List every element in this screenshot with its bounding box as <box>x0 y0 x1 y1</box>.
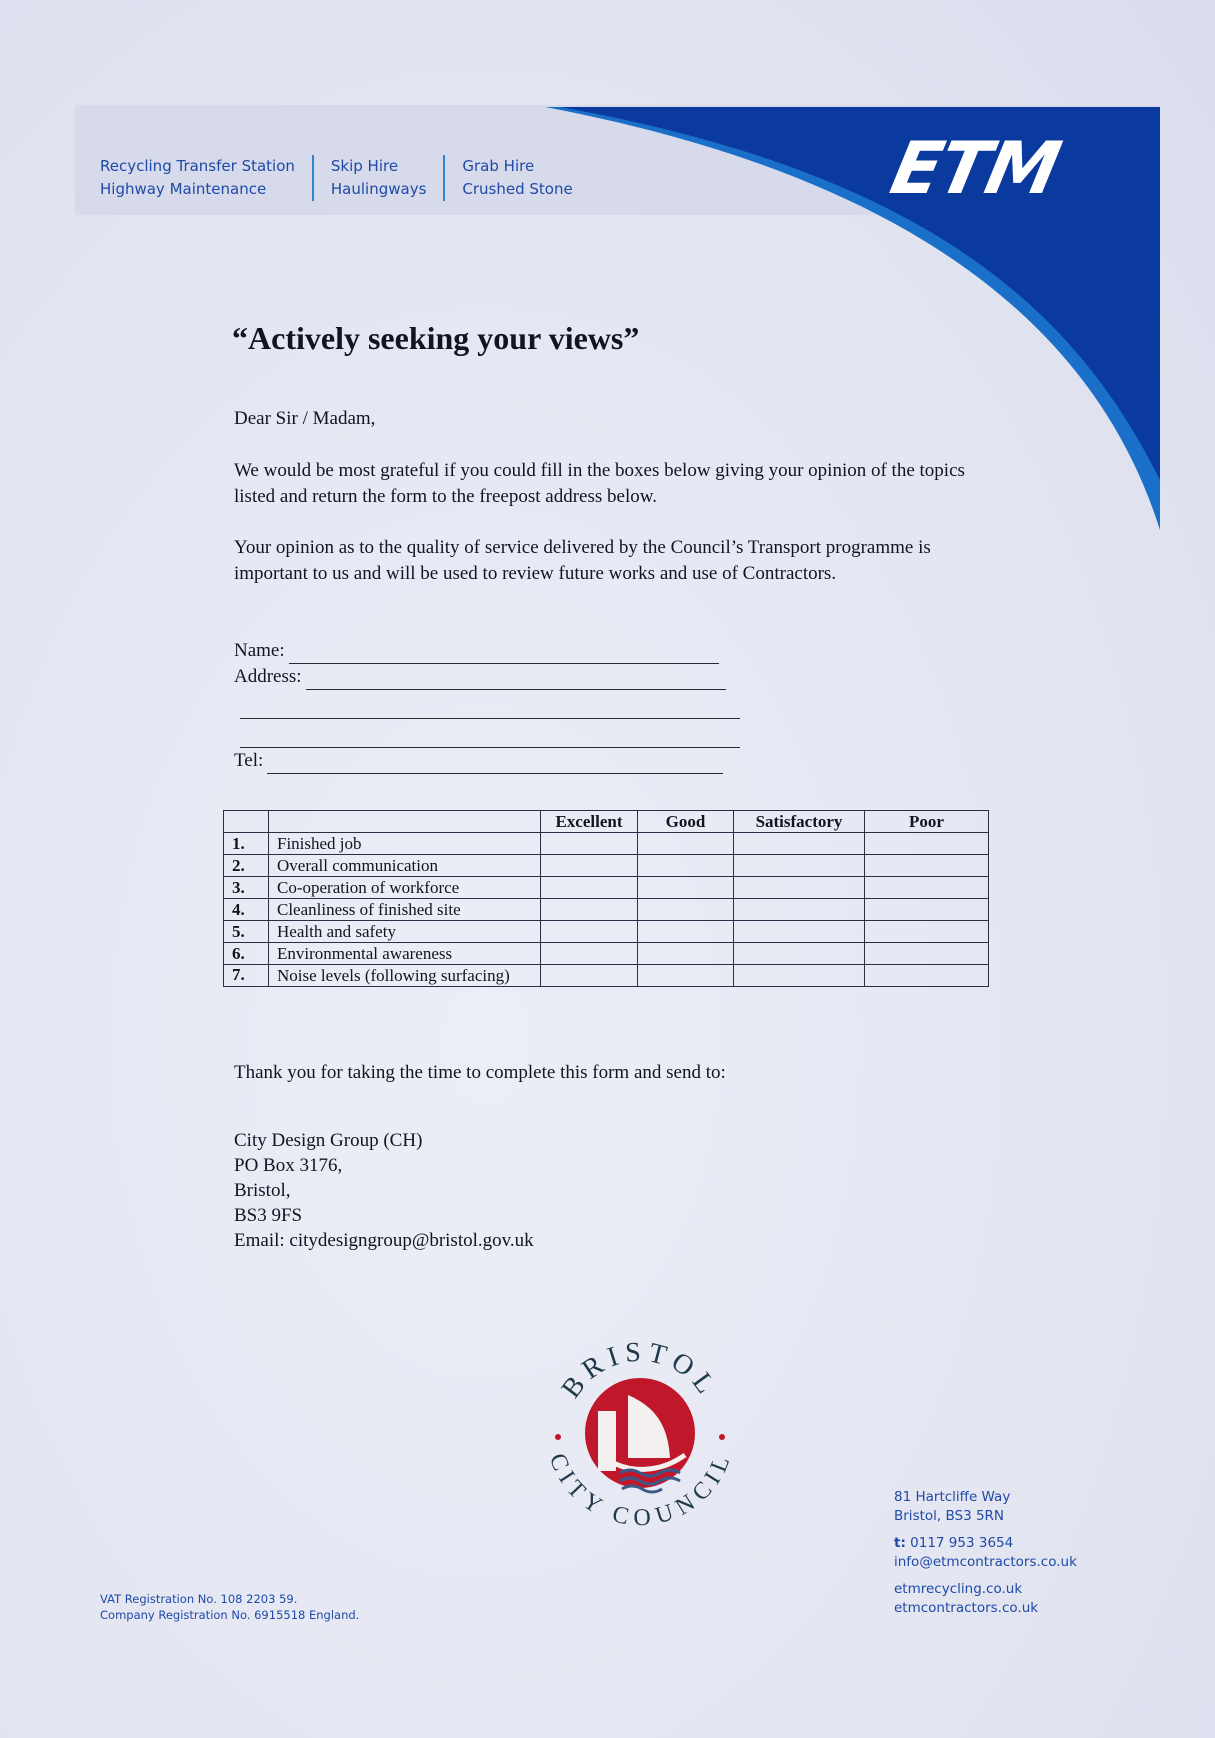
salutation: Dear Sir / Madam, <box>234 408 376 429</box>
service-item: Crushed Stone <box>462 180 573 198</box>
website-link[interactable]: etmcontractors.co.uk <box>894 1600 1039 1616</box>
service-item: Recycling Transfer Station <box>100 157 295 175</box>
services-column-2 <box>312 155 444 201</box>
table-row <box>224 965 989 987</box>
phone-number: 0117 953 3654 <box>910 1535 1014 1551</box>
vat-number: VAT Registration No. 108 2203 59. <box>100 1592 298 1606</box>
logo-dot <box>719 1434 725 1440</box>
row-number: 7. <box>224 965 269 987</box>
rating-table <box>223 810 989 987</box>
rating-cell-poor[interactable] <box>865 899 989 921</box>
column-header-satisfactory: Satisfactory <box>734 811 865 833</box>
table-row <box>224 921 989 943</box>
row-topic: Co-operation of workforce <box>269 877 541 899</box>
phone-prefix: t: <box>894 1535 906 1551</box>
rating-cell-satisfactory[interactable] <box>734 877 865 899</box>
contact-address-line: Bristol, BS3 5RN <box>894 1508 1005 1524</box>
rating-cell-poor[interactable] <box>865 877 989 899</box>
row-number: 1. <box>224 833 269 855</box>
address-line: PO Box 3176, <box>234 1155 343 1176</box>
row-number: 2. <box>224 855 269 877</box>
rating-cell-excellent[interactable] <box>541 943 638 965</box>
rating-cell-poor[interactable] <box>865 855 989 877</box>
rating-cell-poor[interactable] <box>865 921 989 943</box>
rating-cell-satisfactory[interactable] <box>734 899 865 921</box>
row-topic: Environmental awareness <box>269 943 541 965</box>
logo-text-bristol: BRISTOL <box>555 1336 725 1405</box>
contact-email[interactable]: info@etmcontractors.co.uk <box>894 1554 1077 1570</box>
table-row <box>224 833 989 855</box>
rating-cell-good[interactable] <box>638 965 734 987</box>
table-row <box>224 899 989 921</box>
name-label: Name: <box>234 640 285 661</box>
column-header-poor: Poor <box>865 811 989 833</box>
registration-info <box>100 1591 359 1623</box>
name-field[interactable] <box>289 643 719 664</box>
address-label: Address: <box>234 666 302 687</box>
table-row <box>224 855 989 877</box>
bristol-city-council-logo <box>540 1333 740 1528</box>
rating-cell-satisfactory[interactable] <box>734 921 865 943</box>
intro-paragraph: We would be most grateful if you could fill in the boxes below giving your opinion of the topics listed and return the form to the freepost address below. <box>234 460 965 507</box>
tel-row <box>234 748 740 774</box>
address-line: Bristol, <box>234 1180 291 1201</box>
name-row <box>234 638 740 664</box>
rating-cell-satisfactory[interactable] <box>734 965 865 987</box>
rating-cell-poor[interactable] <box>865 833 989 855</box>
services-list <box>100 155 590 201</box>
row-topic: Health and safety <box>269 921 541 943</box>
rating-cell-satisfactory[interactable] <box>734 833 865 855</box>
rating-cell-good[interactable] <box>638 877 734 899</box>
rating-cell-good[interactable] <box>638 943 734 965</box>
rating-cell-excellent[interactable] <box>541 855 638 877</box>
logo-dot <box>555 1434 561 1440</box>
rating-cell-good[interactable] <box>638 921 734 943</box>
rating-cell-excellent[interactable] <box>541 833 638 855</box>
rating-cell-good[interactable] <box>638 899 734 921</box>
row-number: 6. <box>224 943 269 965</box>
column-header-number <box>224 811 269 833</box>
row-topic: Noise levels (following surfacing) <box>269 965 541 987</box>
rating-cell-poor[interactable] <box>865 943 989 965</box>
row-number: 3. <box>224 877 269 899</box>
column-header-excellent: Excellent <box>541 811 638 833</box>
address-row-3 <box>234 719 740 748</box>
row-topic: Cleanliness of finished site <box>269 899 541 921</box>
row-number: 4. <box>224 899 269 921</box>
address-line: BS3 9FS <box>234 1205 303 1226</box>
rating-cell-poor[interactable] <box>865 965 989 987</box>
row-topic: Overall communication <box>269 855 541 877</box>
table-row <box>224 877 989 899</box>
service-item: Highway Maintenance <box>100 180 267 198</box>
table-row <box>224 943 989 965</box>
etm-logo: ETM <box>884 126 1066 210</box>
rating-cell-excellent[interactable] <box>541 921 638 943</box>
rating-cell-good[interactable] <box>638 833 734 855</box>
address-line: City Design Group (CH) <box>234 1130 423 1151</box>
rating-cell-good[interactable] <box>638 855 734 877</box>
column-header-topic <box>269 811 541 833</box>
address-field[interactable] <box>306 669 726 690</box>
service-item: Haulingways <box>330 180 427 198</box>
address-row-2 <box>234 690 740 719</box>
address-field-line-3[interactable] <box>240 727 740 748</box>
purpose-paragraph: Your opinion as to the quality of service delivered by the Council’s Transport programme is important to us and will be used to review future works and use of Contractors. <box>234 537 931 584</box>
services-column-1 <box>100 155 312 201</box>
etm-contact-details <box>894 1488 1077 1618</box>
return-address <box>234 1128 534 1253</box>
swoosh-dark-blue <box>560 107 1160 480</box>
rating-cell-excellent[interactable] <box>541 877 638 899</box>
contact-address-line: 81 Hartcliffe Way <box>894 1489 1011 1505</box>
service-item: Grab Hire <box>462 157 535 175</box>
website-link[interactable]: etmrecycling.co.uk <box>894 1581 1023 1597</box>
rating-cell-satisfactory[interactable] <box>734 855 865 877</box>
rating-cell-excellent[interactable] <box>541 899 638 921</box>
tel-label: Tel: <box>234 750 264 771</box>
contact-form <box>234 638 740 774</box>
company-number: Company Registration No. 6915518 England. <box>100 1608 360 1622</box>
column-header-good: Good <box>638 811 734 833</box>
row-number: 5. <box>224 921 269 943</box>
rating-cell-satisfactory[interactable] <box>734 943 865 965</box>
logo-text-city-council: CITY COUNCIL <box>543 1449 737 1528</box>
address-row <box>234 664 740 690</box>
thanks-text: Thank you for taking the time to complete this form and send to: <box>234 1062 726 1083</box>
services-column-3 <box>443 155 589 201</box>
tel-field[interactable] <box>267 753 723 774</box>
service-item: Skip Hire <box>330 157 399 175</box>
email-line: Email: citydesigngroup@bristol.gov.uk <box>234 1230 534 1251</box>
page-title: “Actively seeking your views” <box>232 320 640 356</box>
row-topic: Finished job <box>269 833 541 855</box>
rating-cell-excellent[interactable] <box>541 965 638 987</box>
contact-phone <box>894 1534 1077 1553</box>
address-field-line-2[interactable] <box>240 698 740 719</box>
table-header-row <box>224 811 989 833</box>
